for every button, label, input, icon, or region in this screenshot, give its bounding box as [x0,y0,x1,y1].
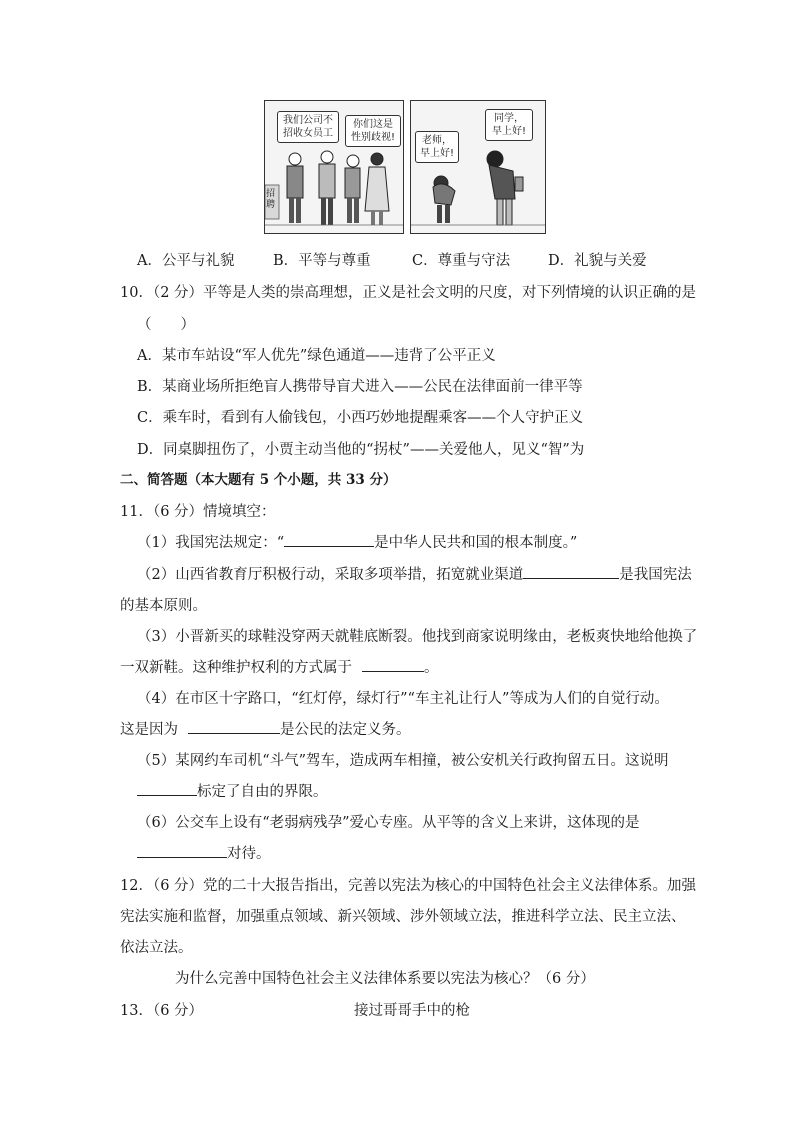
q11-item-1-post: 是中华人民共和国的根本制度。” [374,535,578,551]
q11-item-3-text: 一双新鞋。这种维护权利的方式属于 [120,660,352,676]
q11-item-3-line-2 [120,656,439,677]
q11-blank-4[interactable] [188,719,280,734]
q11-item-6-line-2 [137,842,271,863]
q9-option-b: B．平等与尊重 [273,253,371,269]
recruit-sign: 招聘 [266,189,276,210]
q11-item-5-line-1: （5）某网约车司机“斗气”驾车，造成两车相撞，被公安机关行政拘留五日。这说明 [137,753,669,769]
q11-item-1 [137,531,577,552]
q13-stem: 13．（6 分） [120,1003,204,1019]
q9-option-c: C．尊重与守法 [412,253,511,269]
q12-line-2: 宪法实施和监督，加强重点领域、新兴领域、涉外领域立法，推进科学立法、民主立法、 [120,909,686,925]
q12-question: 为什么完善中国特色社会主义法律体系要以宪法为核心？（6 分） [175,971,595,987]
q10-option-d: D．同桌脚扭伤了，小贾主动当他的“拐杖”——关爱他人，见义“智”为 [137,442,585,458]
speech-bubble-teacher: 同学，早上好! [485,109,533,141]
q12-line-3: 依法立法。 [120,940,193,956]
q10-answer-paren: （ ） [137,317,195,333]
cartoon-right-panel [410,100,546,234]
q11-blank-3[interactable] [362,657,424,672]
q11-item-3-end: 。 [424,660,439,676]
q11-item-5-post: 标定了自由的界限。 [197,784,328,800]
speech-bubble-student: 老师，早上好! [415,131,459,163]
q11-item-6-post: 对待。 [227,846,271,862]
q10-option-a: A．某市车站设“军人优先”绿色通道——违背了公平正义 [137,348,496,364]
q11-item-1-pre: （1）我国宪法规定：“ [137,535,285,551]
q10-option-c: C．乘车时，看到有人偷钱包，小西巧妙地提醒乘客——个人守护正义 [137,410,584,426]
q11-item-4-text: 这是因为 [120,722,178,738]
q11-blank-5[interactable] [137,781,197,796]
q10-stem: 10．（2 分）平等是人类的崇高理想，正义是社会文明的尺度，对下列情境的认识正确的是 [120,285,697,301]
q11-item-2 [137,563,692,584]
q11-stem: 11．（6 分）情境填空： [120,504,276,520]
q12-line-1: 12．（6 分）党的二十大报告指出，完善以宪法为核心的中国特色社会主义法律体系。加强 [120,878,697,894]
q9-option-a: A．公平与礼貌 [137,253,235,269]
q10-option-b: B．某商业场所拒绝盲人携带导盲犬进入——公民在法律面前一律平等 [137,379,583,395]
q11-item-4-line-1: （4）在市区十字路口，“红灯停，绿灯行”“车主礼让行人”等成为人们的自觉行动。 [137,691,669,707]
section-2-heading: 二、简答题（本大题有 5 个小题，共 33 分） [120,472,397,488]
q13-passage-title: 接过哥哥手中的枪 [354,1003,470,1019]
q11-item-2-pre: （2）山西省教育厅积极行动，采取多项举措，拓宽就业渠道 [137,567,524,583]
speech-bubble-company: 我们公司不招收女员工 [277,111,339,143]
q11-item-5-line-2 [137,780,328,801]
cartoon-left-panel [264,100,404,234]
q11-blank-2[interactable] [523,564,619,579]
speech-bubble-discrimination: 你们这是性别歧视! [345,115,401,147]
q11-item-2-post: 是我国宪法 [619,567,692,583]
q11-blank-1[interactable] [284,532,374,547]
q11-item-6-line-1: （6）公交车上设有“老弱病残孕”爱心专座。从平等的含义上来讲，这体现的是 [137,815,640,831]
q9-option-d: D．礼貌与关爱 [548,253,647,269]
illustration [264,100,546,236]
q11-item-2-cont: 的基本原则。 [120,598,207,614]
q11-blank-6[interactable] [137,843,227,858]
q11-item-4-line-2 [120,718,411,739]
q11-item-3-line-1: （3）小晋新买的球鞋没穿两天就鞋底断裂。他找到商家说明缘由，老板爽快地给他换了 [137,629,698,645]
q11-item-4-post: 是公民的法定义务。 [280,722,411,738]
